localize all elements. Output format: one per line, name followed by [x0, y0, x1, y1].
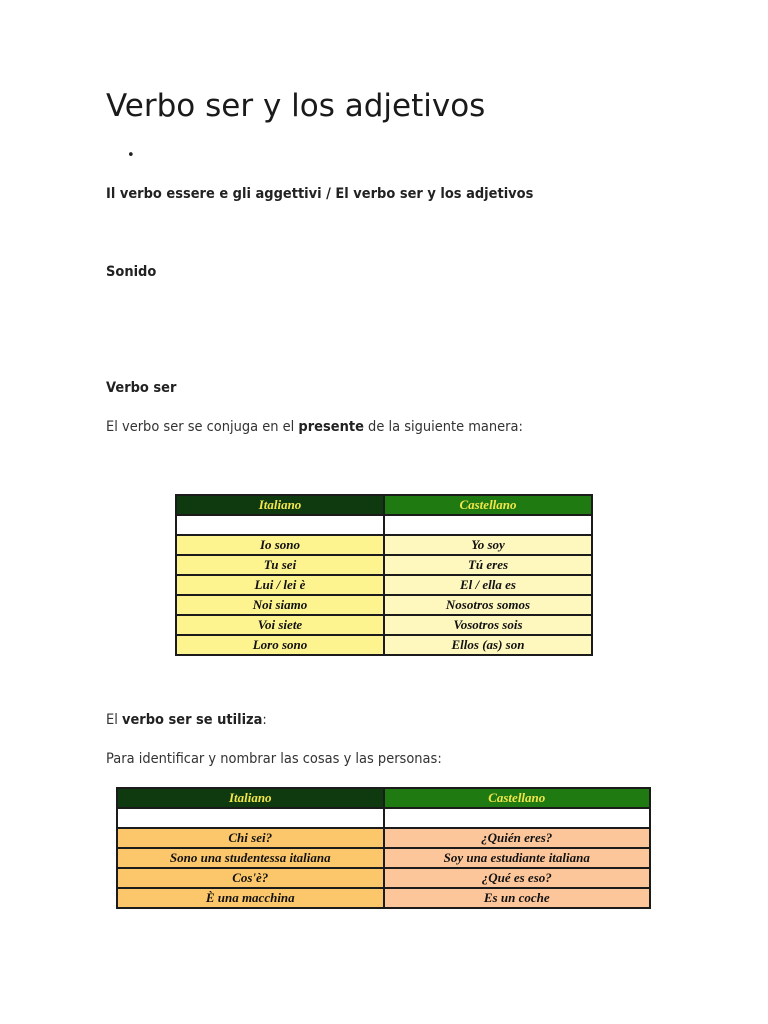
- italiano-cell: Chi sei?: [117, 828, 384, 848]
- identify-paragraph: Para identificar y nombrar las cosas y las personas:: [106, 751, 442, 767]
- castellano-cell: Ellos (as) son: [384, 635, 592, 655]
- table-row: [176, 635, 592, 655]
- table-row: [117, 868, 650, 888]
- sonido-heading: Sonido: [106, 264, 157, 280]
- italiano-cell: Voi siete: [176, 615, 384, 635]
- table-blank-row: [117, 808, 650, 828]
- italiano-cell: Sono una studentessa italiana: [117, 848, 384, 868]
- table-row: [117, 828, 650, 848]
- italiano-cell: Loro sono: [176, 635, 384, 655]
- castellano-cell: ¿Qué es eso?: [384, 868, 651, 888]
- header-italiano: Italiano: [117, 788, 384, 808]
- usage-text-after: :: [262, 712, 267, 728]
- castellano-cell: Soy una estudiante italiana: [384, 848, 651, 868]
- table-row: [176, 535, 592, 555]
- blank-cell: [384, 808, 651, 828]
- blank-cell: [384, 515, 592, 535]
- castellano-cell: Vosotros sois: [384, 615, 592, 635]
- intro-text-after: de la siguiente manera:: [363, 419, 523, 435]
- italiano-cell: Lui / lei è: [176, 575, 384, 595]
- table-row: [176, 615, 592, 635]
- intro-text-bold: presente: [298, 419, 364, 435]
- castellano-cell: Yo soy: [384, 535, 592, 555]
- identify-table: [116, 787, 651, 909]
- italiano-cell: Noi siamo: [176, 595, 384, 615]
- table-row: [117, 888, 650, 908]
- usage-paragraph: [106, 712, 267, 728]
- table-row: [176, 575, 592, 595]
- table-row: [176, 555, 592, 575]
- castellano-cell: Tú eres: [384, 555, 592, 575]
- blank-cell: [176, 515, 384, 535]
- castellano-cell: El / ella es: [384, 575, 592, 595]
- empty-bullet: •: [127, 148, 135, 163]
- intro-paragraph: [106, 419, 523, 435]
- castellano-cell: Nosotros somos: [384, 595, 592, 615]
- usage-text-before: El: [106, 712, 122, 728]
- verbo-ser-heading: Verbo ser: [106, 380, 177, 396]
- page-title: Verbo ser y los adjetivos: [106, 88, 486, 124]
- castellano-cell: Es un coche: [384, 888, 651, 908]
- header-italiano: Italiano: [176, 495, 384, 515]
- table-row: [176, 595, 592, 615]
- castellano-cell: ¿Quién eres?: [384, 828, 651, 848]
- intro-text-before: El verbo ser se conjuga en el: [106, 419, 299, 435]
- conjugation-table: [175, 494, 593, 656]
- usage-text-bold: verbo ser se utiliza: [121, 712, 263, 728]
- italiano-cell: È una macchina: [117, 888, 384, 908]
- italiano-cell: Io sono: [176, 535, 384, 555]
- italiano-cell: Tu sei: [176, 555, 384, 575]
- table-header-row: [117, 788, 650, 808]
- subtitle: Il verbo essere e gli aggettivi / El verbo ser y los adjetivos: [106, 186, 534, 202]
- table-row: [117, 848, 650, 868]
- header-castellano: Castellano: [384, 788, 651, 808]
- italiano-cell: Cos'è?: [117, 868, 384, 888]
- table-blank-row: [176, 515, 592, 535]
- blank-cell: [117, 808, 384, 828]
- table-header-row: [176, 495, 592, 515]
- header-castellano: Castellano: [384, 495, 592, 515]
